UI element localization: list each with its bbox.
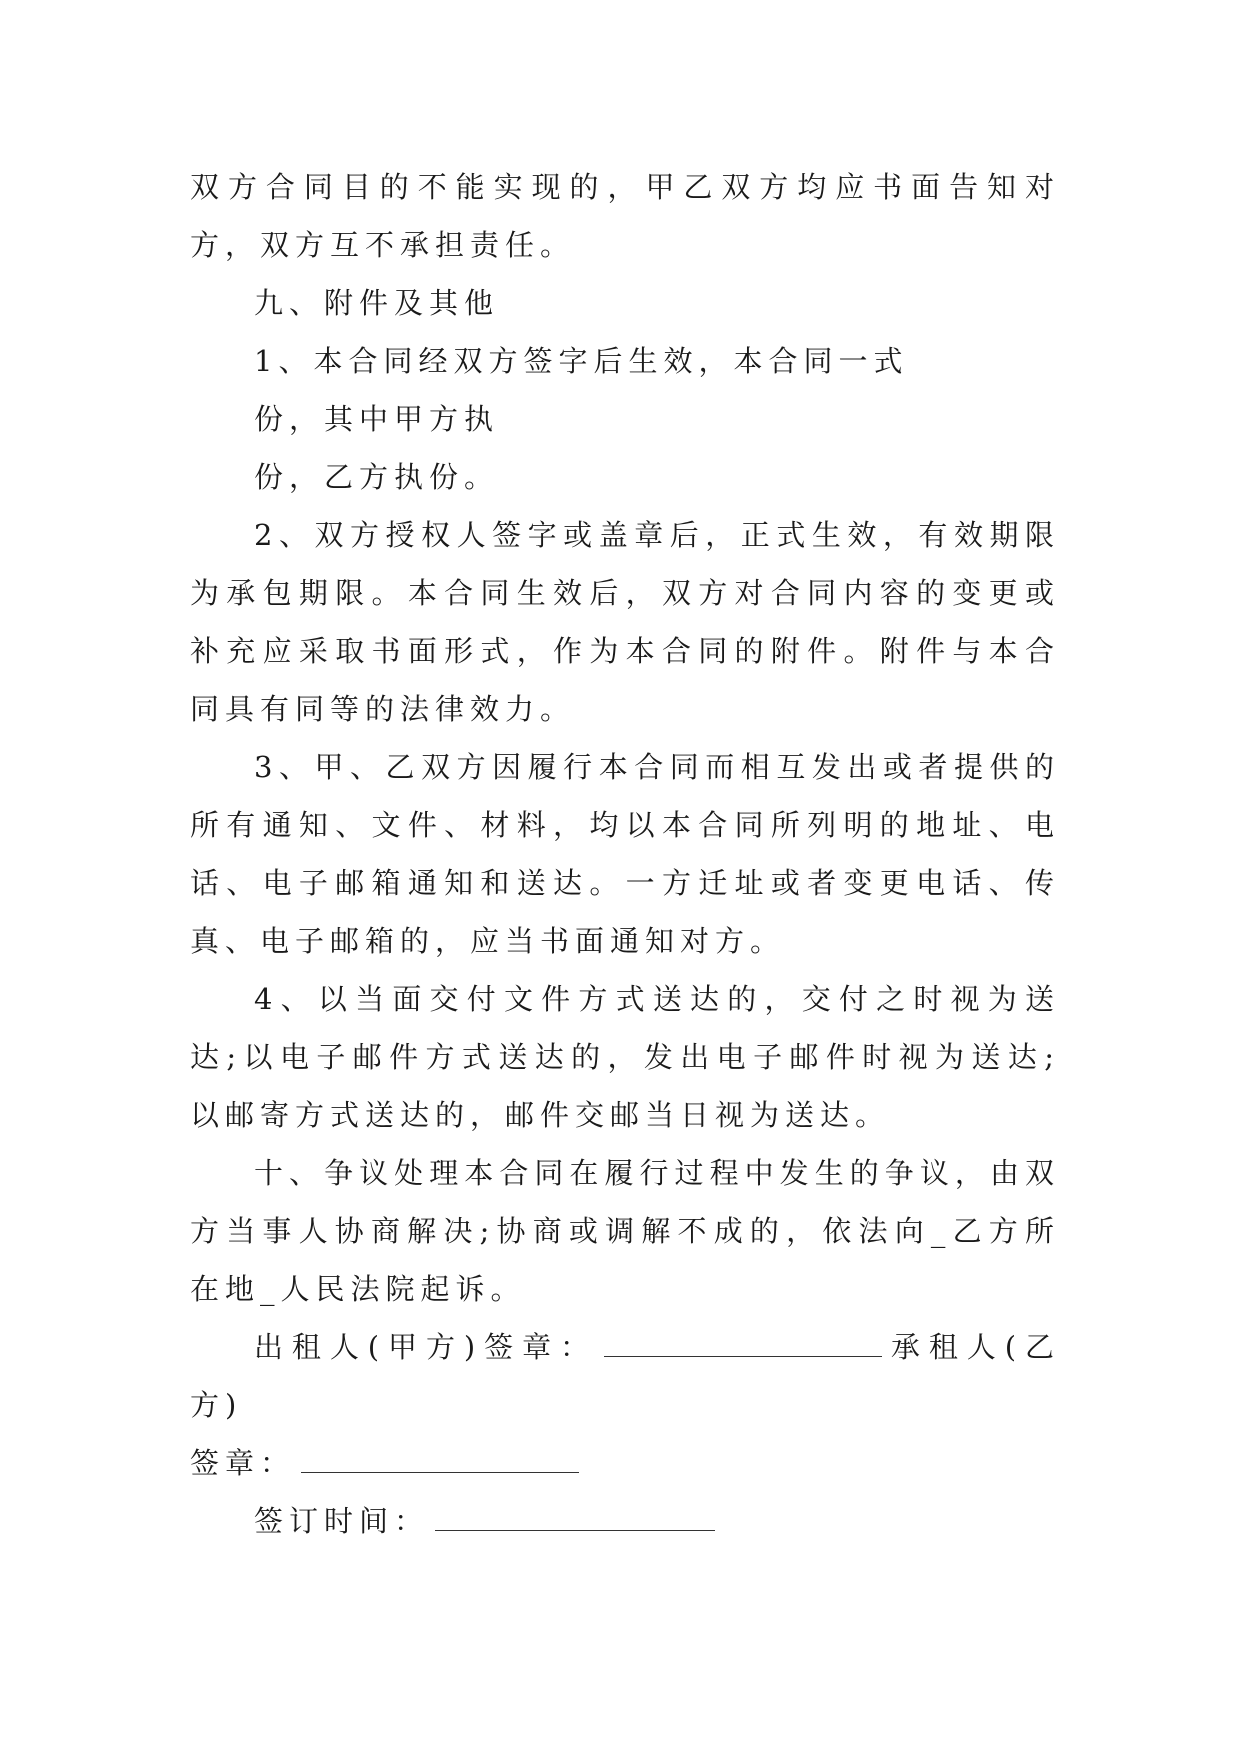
lessee-sign-blank: [301, 1450, 579, 1473]
section-9-item-1-line-b: 份，其中甲方执: [254, 402, 500, 436]
section-9-item-1-line-a: 1、本合同经双方签字后生效，本合同一式: [254, 344, 909, 378]
sign-date-row: [190, 1492, 1060, 1550]
document-body: [190, 158, 1060, 1550]
section-9-item-3: 3、甲、乙双方因履行本合同而相互发出或者提供的所有通知、文件、材料，均以本合同所列明的地址、电话、电子邮箱通知和送达。一方迁址或者变更电话、传真、电子邮箱的，应当书面通知对方。: [190, 750, 1060, 958]
section-9-item-4: 4、以当面交付文件方式送达的，交付之时视为送达;以电子邮件方式送达的，发出电子邮件时视为送达;以邮寄方式送达的，邮件交邮当日视为送达。: [190, 982, 1060, 1132]
lessor-sign-label: 出租人(甲方)签章：: [254, 1330, 598, 1364]
section-9-title: 九、附件及其他: [254, 286, 500, 320]
section-9-item-1-line-c: 份，乙方执份。: [254, 460, 500, 494]
lessee-sign-label-b: 签章：: [190, 1446, 296, 1480]
signature-row: [190, 1318, 1060, 1434]
paragraph-continuation: 双方合同目的不能实现的，甲乙双方均应书面告知对方，双方互不承担责任。: [190, 170, 1060, 262]
lessor-sign-blank: [604, 1334, 882, 1357]
section-10: 十、争议处理本合同在履行过程中发生的争议，由双方当事人协商解决;协商或调解不成的，依法向_乙方所在地_人民法院起诉。: [190, 1156, 1060, 1306]
sign-date-blank: [435, 1508, 715, 1531]
sign-date-label: 签订时间：: [254, 1504, 430, 1538]
section-9-item-2: 2、双方授权人签字或盖章后，正式生效，有效期限为承包期限。本合同生效后，双方对合同内容的变更或补充应采取书面形式，作为本合同的附件。附件与本合同具有同等的法律效力。: [190, 518, 1060, 726]
lessee-sign-row: [190, 1434, 1060, 1492]
lessee-sign-label-a: 承租人(乙方): [190, 1330, 1060, 1422]
